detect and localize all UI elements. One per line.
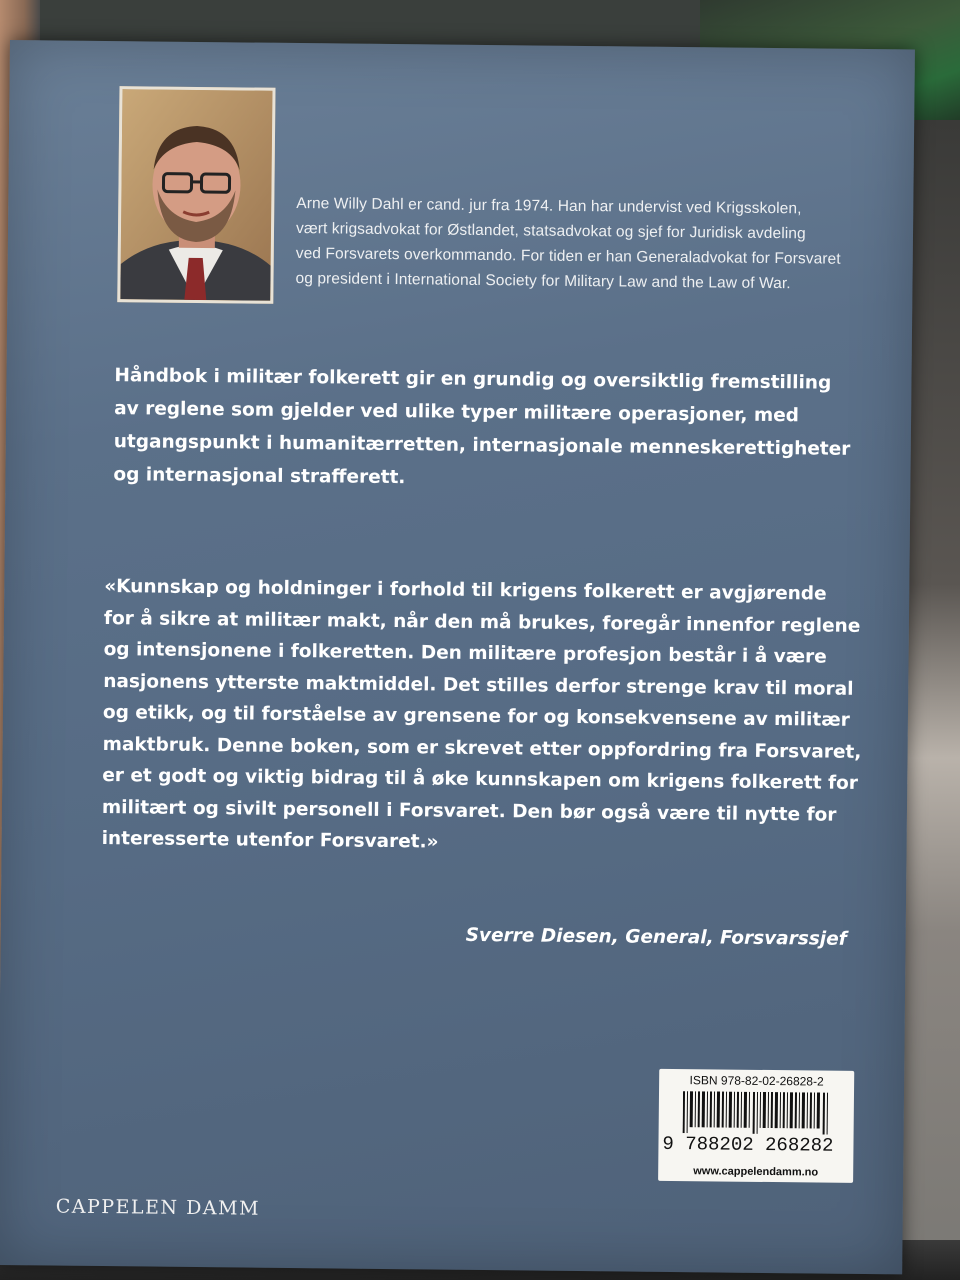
- quote-line: og intensjonene i folkeretten. Den militære profesjon består i å være: [103, 639, 827, 668]
- ean-digits: 9 788202 268282: [662, 1132, 834, 1157]
- bio-line: ved Forsvarets overkommando. For tiden er han Generaladvokat for Forsvaret: [295, 245, 841, 268]
- summary-line: Håndbok i militær folkerett gir en grundig og oversiktlig fremstilling: [114, 365, 832, 394]
- summary-line: av reglene som gjelder ved ulike typer militære operasjoner, med: [114, 398, 800, 427]
- isbn-text: ISBN 978-82-02-26828-2: [689, 1073, 824, 1089]
- quote-line: nasjonens ytterste maktmiddel. Det stilles derfor strenge krav til moral: [103, 670, 854, 700]
- summary-line: og internasjonal strafferett.: [113, 464, 406, 489]
- bio-line: og president i International Society for Military Law and the Law of War.: [295, 270, 791, 293]
- bio-line: Arne Willy Dahl er cand. jur fra 1974. Han har undervist ved Krigsskolen,: [296, 195, 802, 218]
- quote-line: maktbruk. Denne boken, som er skrevet etter oppfordring fra Forsvaret,: [102, 733, 862, 763]
- quote-line: for å sikre at militær makt, når den må brukes, foregår innenfor reglene: [103, 607, 861, 637]
- quote-line: «Kunnskap og holdninger i forhold til krigens folkerett er avgjørende: [104, 576, 827, 605]
- author-bio: [295, 191, 856, 297]
- barcode-label: [658, 1069, 854, 1183]
- book-back-cover: [0, 40, 915, 1274]
- bio-line: vært krigsadvokat for Østlandet, statsadvokat og sjef for Juridisk avdeling: [295, 220, 806, 243]
- publisher-website: www.cappelendamm.no: [693, 1165, 819, 1179]
- barcode-icon: [683, 1091, 833, 1135]
- quote-line: interesserte utenfor Forsvaret.»: [101, 828, 439, 853]
- book-summary: [113, 359, 874, 499]
- quote-line: og etikk, og til forståelse av grensene for og konsekvensene av militær: [102, 702, 850, 731]
- quote-line: militært og sivilt personell i Forsvaret. Den bør også være til nytte for: [101, 796, 837, 826]
- author-photo: [117, 86, 275, 304]
- quote-line: er et godt og viktig bidrag til å øke kunnskapen om krigens folkerett for: [102, 765, 859, 794]
- endorsement-quote: [101, 571, 884, 863]
- quote-attribution: Sverre Diesen, General, Forsvarssjef: [465, 924, 847, 950]
- publisher-logo: CAPPELEN DAMM: [55, 1195, 261, 1220]
- summary-line: utgangspunkt i humanitærretten, internasjonale menneskerettigheter: [113, 431, 851, 460]
